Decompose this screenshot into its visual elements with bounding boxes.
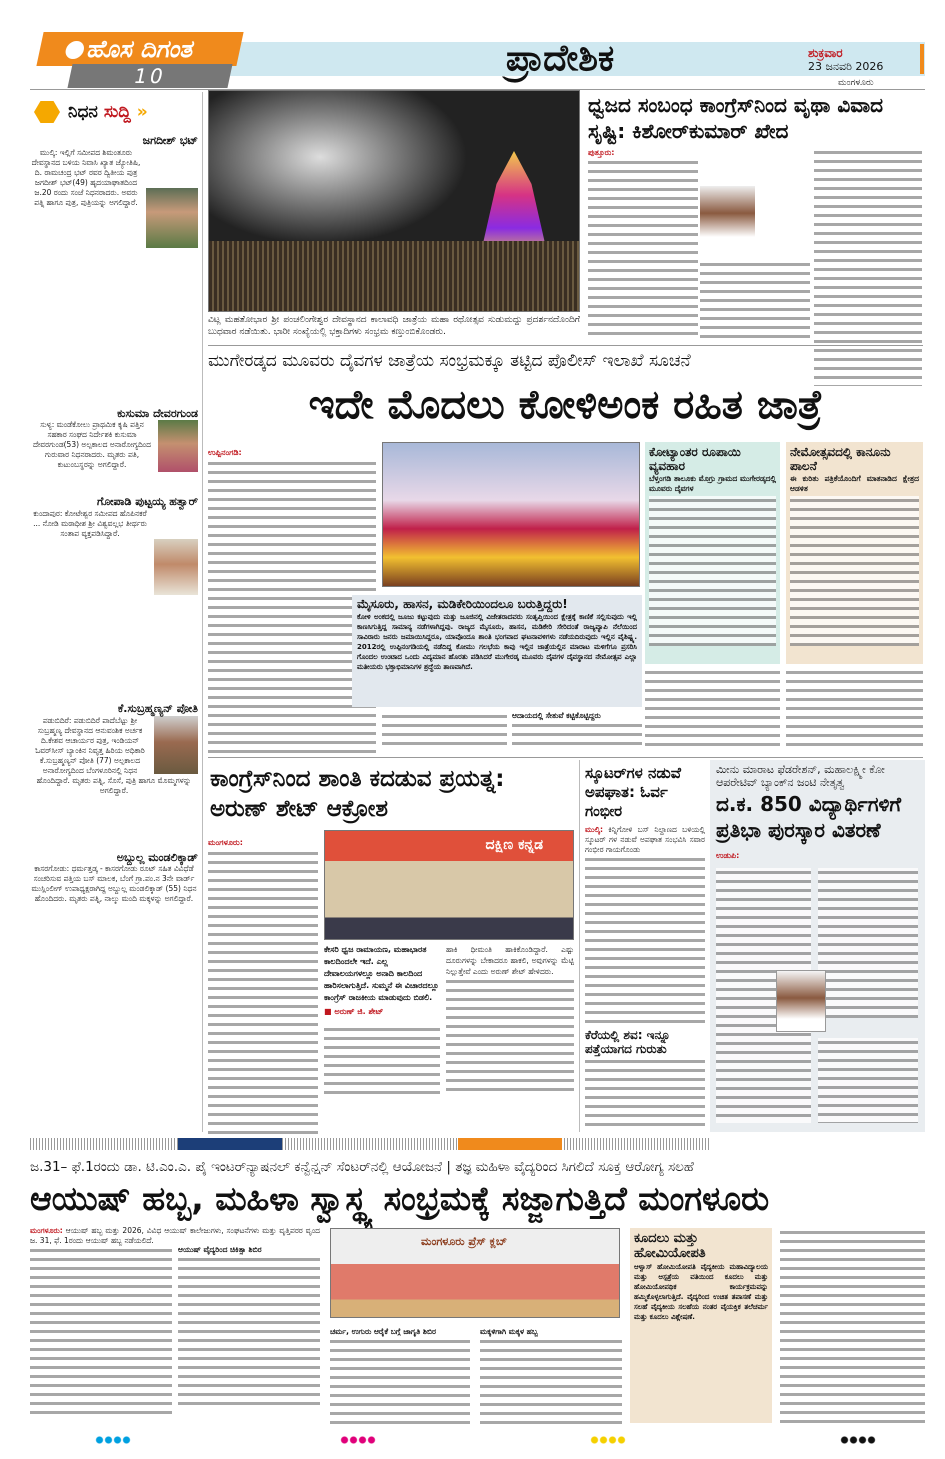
ayush-sub2: ಮಕ್ಕಳಿಗಾಗಿ ಮಕ್ಕಳ ಹಬ್ಬ xyxy=(480,1328,622,1427)
body-text xyxy=(700,260,810,340)
column-divider xyxy=(579,760,580,1132)
body-text xyxy=(588,158,698,338)
body-text xyxy=(790,496,919,646)
page-number: 10 xyxy=(67,64,232,88)
obituary-item: ಅಬ್ದುಲ್ಲ ಮಂಡಲಿಕ್ಕಾಡ್ ಕಾಸರಗೋಡು: ಧರ್ಮತ್ತಡ್ಕ - ಕಾಸರಗೋಡು ರೂಟ್ ಸಹಿತ ವಿವಿಧೆಡೆ ಸಂಚರಿಸುವ ಪತ್ತಿಯ ಬಸ್ ಮಾಲಕ, ಬೆಂಗೆ ಗ್ರಾ.ಪಂ.ನ 3ನೇ ವಾರ್ಡ್ ಮುಸ್ಲಿಂಲೀಗ್ ಉಪಾಧ್ಯಕ್ಷರಾಗಿದ್ದ ಅಬ್ದುಲ್ಲ ಮಂಡಲಿಕ್ಕಾಡ್ (55) ನಿಧನ ಹೊಂದಿದರು. ಮೃತರು ಪತ್ನಿ, ನಾಲ್ಕು ಮಂದಿ ಮಕ್ಕಳನ್ನು ಅಗಲಿದ್ದಾರೆ. xyxy=(31,850,198,904)
day: ಶುಕ್ರವಾರ xyxy=(808,46,843,60)
congress-quote: ಕೇಸರಿ ಧ್ವಜ ರಾಮಾಯಣ, ಮಹಾಭಾರತ ಕಾಲದಿಂದಲೇ ಇದೆ. ಎಲ್ಲ ದೇವಾಲಯಗಳಲ್ಲೂ ಅನಾದಿ ಕಾಲದಿಂದ ಹಾರಿಸಲಾಗುತ್ತಿದೆ. ಸುಮ್ಮನೆ ಈ ವಿಚಾರದಲ್ಲೂ ಕಾಂಗ್ರೆಸ್ ರಾಜಕೀಯ ಮಾಡುವುದು ಬಿಡಲಿ. ■ ಅರುಣ್ ಜಿ. ಶೇಟ್ xyxy=(324,944,440,1100)
rule xyxy=(208,345,923,346)
body-text xyxy=(480,1337,622,1427)
flag-story-headline: ಧ್ವಜದ ಸಂಬಂಧ ಕಾಂಗ್ರೆಸ್‌ನಿಂದ ವೃಥಾ ವಿವಾದ ಸೃಷ್ಟಿ: ಕಿಶೋರ್‌ಕುಮಾರ್ ಖೇದ xyxy=(588,93,884,143)
fisher-story: ಮೀನು ಮಾರಾಟ ಫೆಡರೇಶನ್, ಮಹಾಲಕ್ಷ್ಮೀ ಕೋ ಆಪರೇಟಿವ್ ಬ್ಯಾಂಕ್‌ನ ಜಂಟಿ ನೇತೃತ್ವ ದ.ಕ. 850 ವಿದ್ಯಾರ್ಥಿಗಳಿಗೆ ಪ್ರತಿಭಾ ಪುರಸ್ಕಾರ ವಿತರಣೆ ಉಡುಪಿ: xyxy=(710,760,925,1132)
box-nemotsava: ನೇಮೋತ್ಸವದಲ್ಲಿ ಕಾನೂನು ಪಾಲನೆ ಈ ಕುರಿತು ಪತ್ರಿಕೆಯೊಂದಿಗೆ ಮಾತನಾಡಿದ ಕ್ಷೇತ್ರದ ಆಡಳಿತ xyxy=(786,442,923,664)
obituary-header: ನಿಧನ ಸುದ್ದಿ » xyxy=(30,95,198,129)
body-text xyxy=(814,148,922,386)
body-text xyxy=(208,849,318,1139)
crowd xyxy=(209,241,579,311)
logo[interactable]: ಹೊಸ ದಿಗಂತ xyxy=(36,32,243,66)
obituary-item: ಜಗದೀಶ್ ಭಟ್ ಮುಲ್ಕಿ: ಇಲ್ಲಿಗೆ ಸಮೀಪದ ಶಿಮಂತೂರು ದೇವಸ್ಥಾನದ ಬಳಿಯ ನಿವಾಸಿ ಖ್ಯಾತ ಜ್ಯೋತಿಷಿ, ದಿ. ರಾಮಚಂದ್ರ ಭಟ್ ರವರ ದ್ವಿತೀಯ ಪುತ್ರ ಜಗದೀಶ್ ಭಟ್(49) ಹೃದಯಾಘಾತದಿಂದ ಜ.20 ರಂದು ಸಂಜೆ ನಿಧನರಾದರು. ಅವರು ಪತ್ನಿ ಹಾಗೂ ಪುತ್ರ, ಪುತ್ರಿಯನ್ನು ಅಗಲಿದ್ದಾರೆ. xyxy=(30,135,198,398)
flag-story: ಧ್ವಜದ ಸಂಬಂಧ ಕಾಂಗ್ರೆಸ್‌ನಿಂದ ವೃಥಾ ವಿವಾದ ಸೃಷ್ಟಿ: ಕಿಶೋರ್‌ಕುಮಾರ್ ಖೇದ ಪುತ್ತೂರು: xyxy=(588,92,923,344)
body-text xyxy=(645,668,780,748)
photo-kishorkumar xyxy=(700,186,755,254)
congress-body: ಮಂಗಳೂರು: xyxy=(208,830,318,1139)
jatre-subhead: ಆದಾಯದಲ್ಲಿ ಸೇತುವೆ ಕಟ್ಟಿಕೊಟ್ಟಿದ್ದರು xyxy=(512,712,642,749)
body-text xyxy=(818,868,918,1018)
section-title: ಪ್ರಾದೇಶಿಕ xyxy=(505,38,615,79)
congress-col: ಹಾಕಿ ಧೀಮಂತಿ ಹಾಕಿಕೊಂಡಿದ್ದಾರೆ. ಎಷ್ಟು ದೂರುಗಳನ್ನು ಬೇಕಾದರೂ ಹಾಕಲಿ, ಅವುಗಳನ್ನು ಮೆಟ್ಟಿ ನಿಲ್ಲುತ್ತೇವೆ ಎಂದು ಅರುಣ್ ಶೇಟ್ ಹೇಳಿದರು. xyxy=(446,944,574,1097)
box-mysuru: ಮೈಸೂರು, ಹಾಸನ, ಮಡಿಕೇರಿಯಿಂದಲೂ ಬರುತ್ತಿದ್ದರು! ಕೋಳಿ ಅಂಕದಲ್ಲಿ ಜೂಜು ಕಟ್ಟುವುದು ಮತ್ತು ಜೂಜಿನಲ್ಲಿ ವಿಜೇತರಾದವರು ಸಂತೃಪ್ತಿಯಿಂದ ಕ್ಷೇತ್ರಕ್ಕೆ ಕಾಣಿಕೆ ಸಲ್ಲಿಸುವುದು ಇಲ್ಲಿ ಕಾಣಸಿಗುತ್ತಿದ್ದ ಸಾಮಾನ್ಯ ನಡೆಗಳಾಗಿದ್ದವು. ರಾಜ್ಯದ ಮೈಸೂರು, ಹಾಸನ, ಮಡಿಕೇರಿ ಸೇರಿದಂತೆ ರಾಜ್ಯವ್ಯಾಪಿ ನೆಲೆಯಿಂದ ಸಾವಿರಾರು ಜನರು ಜಮಾಯಿಸಿದ್ದರೂ, ಯಾವೊಂದೂ ಶಾಂತಿ ಭಂಗವಾದ ಘಟನಾವಳಿಗಳು ನಡೆಯದಿರುವುದು ಇಲ್ಲಿನ ವೈಶಿಷ್ಟ್ಯ. 2012ರಲ್ಲಿ ಉಪ್ಪಿನಂಗಡಿಯಲ್ಲಿ ನಡೆದಿದ್ದ ಕೋಮು ಗಲಭೆಯ ಕಾವು ಇಲ್ಲಿನ ಜಾತ್ರೆಯಲ್ಲಿನ ಮಾರಾಟ ಮಳಿಗೆಗೂ ಪ್ರಸರಿಸಿ ಗೊಂದಲ ಉಂಟಾದ ಒಂದು ವಿದ್ಯಮಾನ ಹೊರತು ಪಡಿಸಿದರೆ ಮುಗೇರಡ್ಕ ಮೂವರು ದೈವಗಳ ದೈವಸ್ಥಾನದ ನೇಮೋತ್ಸವ ಎಲ್ಲಾ ಮತೀಯರು ಭಕ್ತಾಭಿಮಾನಿಗಳ ಶ್ರದ್ಧೆಯ ತಾಣವಾಗಿದೆ. xyxy=(352,595,642,707)
photo-awardee xyxy=(776,970,826,1032)
logo-emblem-icon xyxy=(64,41,86,59)
congress-headline: ಕಾಂಗ್ರೆಸ್‌ನಿಂದ ಶಾಂತಿ ಕದಡುವ ಪ್ರಯತ್ನ: ಅರುಣ್ ಶೇಟ್ ಆಕ್ರೋಶ xyxy=(210,766,505,822)
ayush-kicker: ಜ.31– ಫೆ.1ರಂದು ಡಾ. ಟಿ.ಎಂ.ಎ. ಪೈ ಇಂಟರ್‌ನ್ಯಾಷನಲ್ ಕನ್ವೆನ್ಷನ್ ಸೆಂಟರ್‌ನಲ್ಲಿ ಆಯೋಜನೆ | ತಜ್ಞ ಮಹಿಳಾ ವೈದ್ಯರಿಂದ ಸಿಗಲಿದೆ ಸೂಕ್ತ ಆರೋಗ್ಯ ಸಲಹೆ xyxy=(30,1159,694,1175)
jatre-body: ಉಪ್ಪಿನಂಗಡಿ: xyxy=(208,440,376,759)
photo-puttayya xyxy=(154,539,198,595)
body-text xyxy=(818,1038,918,1123)
body-text xyxy=(585,855,705,1025)
body-text xyxy=(649,496,776,646)
body-text xyxy=(208,459,376,759)
ayush-sub1: ಚರ್ಮ, ಉಗುರು ಆರೈಕೆ ಬಗ್ಗೆ ಜಾಗೃತಿ ಶಿಬಿರ xyxy=(330,1328,470,1427)
photo-jagadeesh xyxy=(146,188,198,248)
body-text xyxy=(780,1228,925,1423)
registration-marks xyxy=(0,1436,945,1446)
obituary-item: ಗೋಪಾಡಿ ಪುಟ್ಟಯ್ಯ ಹತ್ವಾರ್ ಕುಂದಾಪುರ: ಕೋಟೇಶ್ವರ ಸಮೀಪದ ಹೊಪಿನಕರೆ ... ನೋಡಿ ಮಠಾಧೀಶ ಶ್ರೀ ವಿಶ್ವವಲ್ಲಭ ತೀರ್ಥರು ಸಂತಾಪ ವ್ಯಕ್ತಪಡಿಸಿದ್ದಾರೆ. xyxy=(30,496,198,699)
chevrons-icon: » xyxy=(136,102,148,122)
body-text xyxy=(178,1255,320,1410)
body-text xyxy=(512,721,642,749)
box-homeopathy: ಕೂದಲು ಮತ್ತು ಹೋಮಿಯೋಪತಿ ಆಳ್ವಾಸ್ ಹೋಮಿಯೋಪತಿ ವೈದ್ಯಕೀಯ ಮಹಾವಿದ್ಯಾಲಯ ಮತ್ತು ಆಸ್ಪತ್ರೆಯ ವತಿಯಿಂದ ಕೂದಲು ಮತ್ತು ಹೋಮಿಯೋಪಥಿಕ ಕಾರ್ಯಕ್ರಮವನ್ನು ಹಮ್ಮಿಕೊಳ್ಳಲಾಗುತ್ತಿದೆ. ವೈದ್ಯರಿಂದ ಉಚಿತ ತಪಾಸಣೆ ಮತ್ತು ಸಲಹೆ ವೈದ್ಯಕೀಯ ಸಲಹೆಯ ನಂತರ ವೈಯಕ್ತಿಕ ತಲೆಚರ್ಮ ಮತ್ತು ಕೂದಲು ವಿಶ್ಲೇಷಣೆ. xyxy=(630,1228,772,1423)
body-text xyxy=(585,1057,705,1127)
press-meet-photo[interactable]: ದಕ್ಷಿಣ ಕನ್ನಡ xyxy=(324,830,574,940)
body-text xyxy=(330,1337,470,1427)
temple-photo[interactable] xyxy=(382,442,640,587)
color-separator xyxy=(30,1138,710,1150)
obituary-item: ಕುಸುಮಾ ದೇವರಗುಂಡ ಸುಳ್ಯ: ಮಂಡೆಕೋಲು ಪ್ರಾಥಮಿಕ ಕೃಷಿ ಪತ್ತಿನ ಸಹಕಾರ ಸಂಘದ ನಿರ್ದೇಶಕಿ ಕುಸುಮಾ ದೇವರಗುಂಡ(53) ಅಲ್ಪಕಾಲದ ಅನಾರೋಗ್ಯದಿಂದ ಗುರುವಾರ ನಿಧನರಾದರು. ಮೃತರು ಪತಿ, ಕುಟುಂಬಸ್ಥರನ್ನು ಅಗಲಿದ್ದಾರೆ. xyxy=(30,408,198,493)
column-divider xyxy=(202,92,203,1132)
accent-bar xyxy=(920,44,924,74)
body-text xyxy=(324,1025,440,1100)
lead-photo-fireworks[interactable] xyxy=(208,90,580,312)
lead-photo-caption: ವಿಟ್ಲ ಮಹತೋಭಾರ ಶ್ರೀ ಪಂಚಲಿಂಗೇಶ್ವರ ದೇವಸ್ಥಾನದ ಕಾಲಾವಧಿ ಜಾತ್ರೆಯ ಮಹಾ ರಥೋತ್ಸವ ಸುಡುಮದ್ದು ಪ್ರದರ್ಶನದೊಂದಿಗೆ ಬುಧವಾರ ನಡೆಯಿತು. ಭಾರೀ ಸಂಖ್ಯೆಯಲ್ಲಿ ಭಕ್ತಾದಿಗಳು ಸಂಭ್ರಮ ಕಣ್ತುಂಬಿಕೊಂಡರು. xyxy=(208,315,580,337)
body-text xyxy=(30,1246,172,1416)
jatre-kicker: ಮುಗೇರಡ್ಕದ ಮೂವರು ದೈವಗಳ ಜಾತ್ರೆಯ ಸಂಭ್ರಮಕ್ಕೂ ತಟ್ಟಿದ ಪೊಲೀಸ್ ಇಲಾಖೆ ಸೂಚನೆ xyxy=(208,351,691,371)
rule xyxy=(208,757,923,758)
photo-subrahmanyan xyxy=(154,716,198,774)
obituary-item: ಕೆ.ಸುಬ್ರಹ್ಮಣ್ಯನ್ ಪೋತಿ ಪಡುಬಿದಿರೆ: ಪಡುಬಿದಿರೆ ಪಾದೆಬೆಟ್ಟು ಶ್ರೀ ಸುಬ್ರಹ್ಮಣ್ಯ ದೇವಸ್ಥಾನದ ಆನುವಂಶಿಕ ಅರ್ಚಕ ದಿ.ಕೇಶವ ಆಚಾರ್ಯರ ಪುತ್ರ, ಇಂಡಿಯನ್ ಓವರ್‌ಸೀಸ್ ಬ್ಯಾಂಕಿನ ನಿವೃತ್ತ ಹಿರಿಯ ಅಧಿಕಾರಿ ಕೆ.ಸುಬ್ರಹ್ಮಣ್ಯನ್ ಪೋತಿ (77) ಅಲ್ಪಕಾಲದ ಅನಾರೋಗ್ಯದಿಂದ ಬೆಂಗಳೂರಿನಲ್ಲಿ ನಿಧನ ಹೊಂದಿದ್ದಾರೆ. ಮೃತರು ಪತ್ನಿ, ಸೊಸೆ, ಪುತ್ರಿ ಹಾಗೂ ಮೊಮ್ಮಗಳನ್ನು ಅಗಲಿದ್ದಾರೆ. xyxy=(35,701,198,795)
box-kotyantara: ಕೋಟ್ಯಾಂತರ ರೂಪಾಯಿ ವ್ಯವಹಾರ ಬೆಳ್ತಂಗಡಿ ತಾಲೂಕು ಮೊಗ್ರು ಗ್ರಾಮದ ಮುಗೇರಡ್ಕದಲ್ಲಿ ಮೂವರು ದೈವಗಳ xyxy=(645,442,780,664)
body-text xyxy=(786,668,923,748)
date: 23 ಜನವರಿ 2026 xyxy=(808,60,884,73)
body-text xyxy=(446,977,574,1097)
ayush-body: ಮಂಗಳೂರು: ಆಯುಷ್ ಹಬ್ಬ ಮತ್ತು 2026, ವಿವಿಧ ಆಯುಷ್ ಕಾಲೇಜುಗಳು, ಸಂಘಟನೆಗಳು ಮತ್ತು ವೃತ್ತಿಪರರ ವೃಂದ ಜ. 31, ಫೆ. 1ರಂದು ಆಯುಷ್ ಹಬ್ಬ ನಡೆಯಲಿದೆ. ಆಯುಷ್ ವೈದ್ಯರಿಂದ ಚಿಕಿತ್ಸಾ ಶಿಬಿರ xyxy=(30,1226,320,1416)
body-text xyxy=(382,712,507,750)
press-club-photo[interactable]: ಮಂಗಳೂರು ಪ್ರೆಸ್ ಕ್ಲಬ್ xyxy=(330,1228,620,1318)
photo-kusuma xyxy=(158,420,198,472)
hexagon-icon xyxy=(34,101,60,123)
masthead xyxy=(0,0,945,90)
obituary-column xyxy=(30,95,198,1130)
ayush-headline: ಆಯುಷ್ ಹಬ್ಬ, ಮಹಿಳಾ ಸ್ವಾಸ್ಥ್ಯ ಸಂಭ್ರಮಕ್ಕೆ ಸಜ್ಜಾಗುತ್ತಿದೆ ಮಂಗಳೂರು xyxy=(30,1179,770,1218)
jatre-headline: ಇದೇ ಮೊದಲು ಕೋಳಿಅಂಕ ರಹಿತ ಜಾತ್ರೆ xyxy=(308,382,823,428)
scooter-story: ಸ್ಕೂಟರ್‌ಗಳ ನಡುವೆ ಅಪಘಾತ: ಓರ್ವ ಗಂಭೀರ ಮುಲ್ಕಿ: ಕಿನ್ನಿಗೋಳಿ ಬಸ್ ನಿಲ್ದಾಣದ ಬಳಿಯಲ್ಲಿ ಸ್ಕೂಟರ್ ಗಳ ನಡುವೆ ಅಪಘಾತ ಸಂಭವಿಸಿ ಸವಾರ ಗಂಭೀರ ಗಾಯಗೊಂಡು ಕೆರೆಯಲ್ಲಿ ಶವ: ಇನ್ನೂ ಪತ್ತೆಯಾಗದ ಗುರುತು xyxy=(585,764,705,1127)
city: ಮಂಗಳೂರು xyxy=(838,78,874,88)
